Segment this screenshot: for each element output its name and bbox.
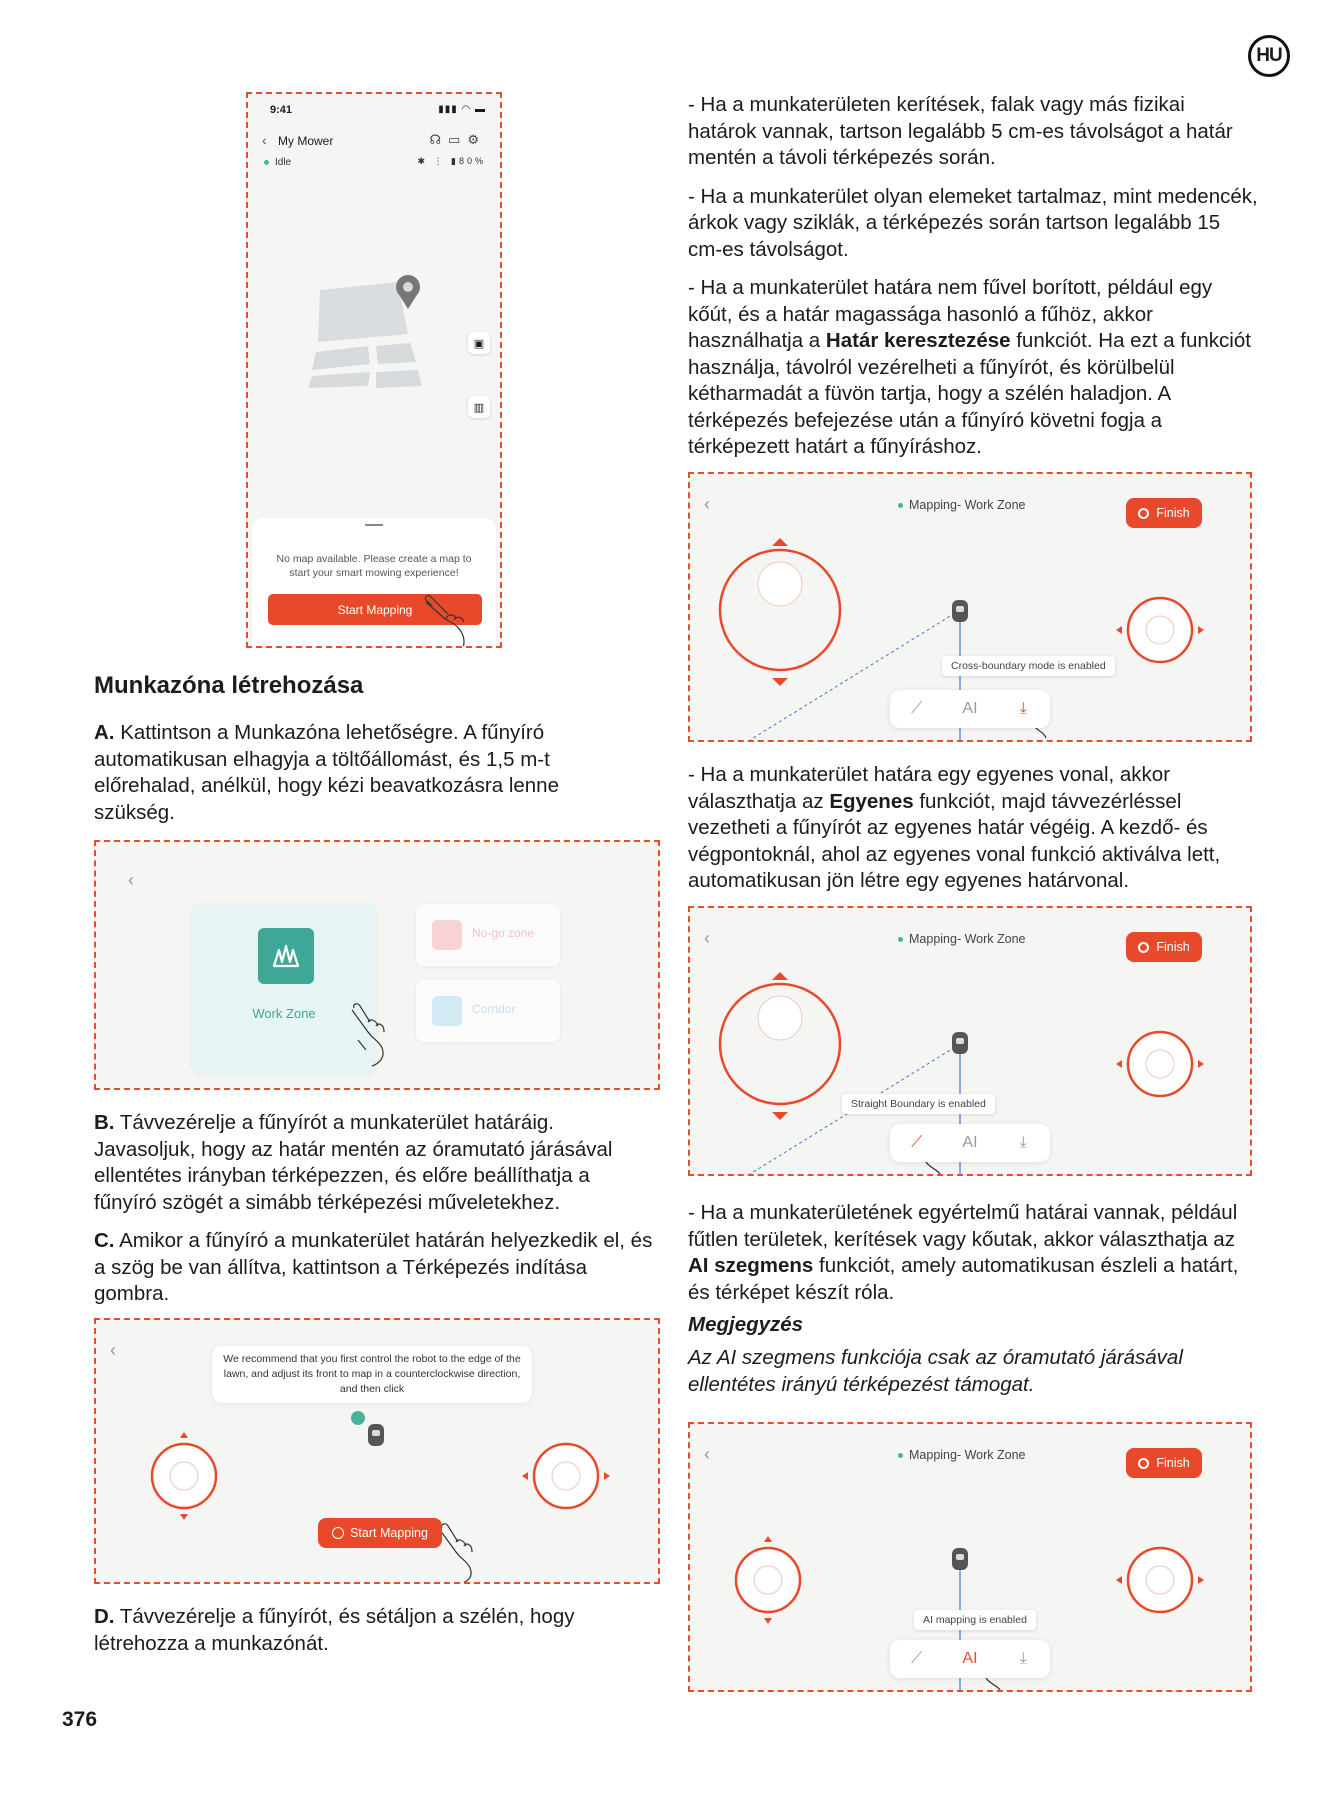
back-icon[interactable]: ‹ bbox=[262, 132, 267, 148]
mapping-screenshot-cross-boundary bbox=[688, 472, 1252, 742]
back-icon[interactable]: ‹ bbox=[128, 870, 134, 890]
cross-boundary-tooltip: Cross-boundary mode is enabled bbox=[942, 656, 1115, 676]
note-body: Az AI szegmens funkciója csak az óramutató járásával ellentétes irányú térképezést támogat. bbox=[688, 1346, 1183, 1396]
step-d-letter: D. bbox=[94, 1605, 115, 1628]
paragraph-pools: - Ha a munkaterület olyan elemeket tartalmaz, mint medencék, árkok vagy sziklák, a térképezés során tartson legalább 15 cm-es távolságot. bbox=[688, 184, 1258, 261]
language-badge: HU bbox=[1248, 35, 1290, 77]
work-zone-label: Work Zone bbox=[252, 1006, 316, 1021]
robot-icon[interactable]: ▣ bbox=[468, 332, 490, 354]
cross-boundary-icon[interactable]: ⤓ bbox=[1019, 1134, 1027, 1151]
page-number: 376 bbox=[62, 1708, 98, 1731]
mapping-screenshot-ai bbox=[688, 1422, 1252, 1692]
ai-segment-button[interactable]: AI bbox=[962, 700, 978, 717]
mapping-toolbar bbox=[890, 690, 1050, 728]
paragraph-straight: - Ha a munkaterület határa egy egyenes vonal, akkor választhatja az Egyenes funkciót, majd távvezérléssel vezetheti a fűnyírót az egyenes határ végéig. A kezdő- és végpontoknál, ahol az egyenes vonal funkció aktiválva lett, automatikusan jön létre egy egyenes határvonal. bbox=[688, 763, 1221, 892]
empty-map-message: No map available. Please create a map to start your smart mowing experience! bbox=[276, 553, 472, 579]
step-a-text: Kattintson a Munkazóna lehetőségre. A fűnyíró automatikusan elhagyja a töltőállomást, és 1,5 m-t előrehalad, anélkül, hogy kézi beavatkozásra lenne szükség. bbox=[94, 721, 559, 824]
mapping-title: Mapping- Work Zone bbox=[898, 932, 1026, 946]
ai-segment-button[interactable]: AI bbox=[962, 1134, 978, 1151]
right-column-intro bbox=[688, 92, 1258, 473]
straight-boundary-tooltip: Straight Boundary is enabled bbox=[842, 1094, 995, 1114]
back-icon[interactable]: ‹ bbox=[110, 1340, 116, 1360]
mapping-screenshot-straight bbox=[688, 906, 1252, 1176]
mapping-toolbar bbox=[890, 1124, 1050, 1162]
start-mapping-label: Start Mapping bbox=[350, 1526, 428, 1540]
finish-button[interactable]: Finish bbox=[1126, 932, 1202, 962]
straight-line-icon[interactable]: ⟋ bbox=[911, 1134, 923, 1151]
start-mapping-screenshot bbox=[94, 1318, 660, 1584]
no-go-label: No-go zone bbox=[472, 926, 535, 940]
phone-screenshot bbox=[246, 92, 502, 648]
mapping-title: Mapping- Work Zone bbox=[898, 498, 1026, 512]
tap-hand-icon bbox=[248, 94, 500, 646]
paragraph-fences: - Ha a munkaterületen kerítések, falak vagy más fizikai határok vannak, tartson legalább 5 cm-es távolságot a határ mentén a távoli térképezés során. bbox=[688, 93, 1233, 169]
step-b bbox=[94, 1110, 654, 1228]
paragraph-cross-boundary: - Ha a munkaterület határa nem fűvel borított, például egy kőút, és a határ magassága hasonló a fűhöz, akkor használhatja a Határ keresztezése funkciót. Ha ezt a funkciót használja, távolról vezérelheti a fűnyírót, és körülbelül kétharmadát a füvön tartja, hogy a szélén haladjon. A térképezés befejezése után a fűnyíró követni fogja a térképezett határt a fűnyíráshoz. bbox=[688, 276, 1251, 458]
tap-hand-icon bbox=[96, 842, 658, 1088]
map-icon[interactable]: ▥ bbox=[468, 396, 490, 418]
ai-mapping-tooltip: AI mapping is enabled bbox=[914, 1610, 1036, 1630]
mapping-toolbar bbox=[890, 1640, 1050, 1678]
start-mapping-button[interactable] bbox=[318, 1518, 442, 1548]
mower-status-text: Idle bbox=[275, 157, 292, 168]
step-b-text: Távvezérelje a fűnyírót a munkaterület határáig. Javasoljuk, hogy az határ mentén az óramutató járásával ellentétes irányban térképezzen, és előre beállíthatja a fűnyíró szögét a simább térképezési műveletekhez. bbox=[94, 1111, 613, 1214]
phone-time: 9:41 bbox=[270, 104, 293, 116]
cross-boundary-icon[interactable]: ⤓ bbox=[1019, 1650, 1027, 1667]
step-d-text: Távvezérelje a fűnyírót, és sétáljon a szélén, hogy létrehozza a munkazónát. bbox=[94, 1605, 575, 1655]
step-a-letter: A. bbox=[94, 721, 115, 744]
back-icon[interactable]: ‹ bbox=[704, 928, 710, 948]
play-icon bbox=[332, 1527, 344, 1539]
step-c bbox=[94, 1228, 664, 1308]
zone-select-screenshot bbox=[94, 840, 660, 1090]
step-d bbox=[94, 1604, 654, 1657]
corridor-label: Corridor bbox=[472, 1002, 516, 1016]
section-heading: Munkazóna létrehozása bbox=[94, 672, 364, 699]
note-title: Megjegyzés bbox=[688, 1313, 804, 1336]
step-c-letter: C. bbox=[94, 1229, 115, 1252]
back-icon[interactable]: ‹ bbox=[704, 1444, 710, 1464]
recommend-message: We recommend that you first control the robot to the edge of the lawn, and adjust its front to map in a counterclockwise direction, and then click bbox=[212, 1346, 532, 1403]
cross-boundary-icon[interactable]: ⤓ bbox=[1019, 700, 1027, 717]
step-c-text: Amikor a fűnyíró a munkaterület határán helyezkedik el, és a szög be van állítva, kattintson a Térképezés indítása gombra. bbox=[94, 1229, 653, 1305]
straight-line-icon[interactable]: ⟋ bbox=[911, 700, 923, 717]
paragraph-ai-segment: - Ha a munkaterületének egyértelmű határai vannak, például fűtlen területek, kerítések vagy kőutak, akkor választhatja az AI szegmens funkciót, amely automatikusan észleli a határt, és térképet készít róla. bbox=[688, 1201, 1239, 1304]
connectivity-icons: ✱ ⋮ ▮80% bbox=[417, 156, 486, 166]
phone-title: My Mower bbox=[278, 134, 334, 148]
ai-segment-button[interactable]: AI bbox=[962, 1650, 978, 1667]
finish-button[interactable]: Finish bbox=[1126, 1448, 1202, 1478]
straight-line-icon[interactable]: ⟋ bbox=[911, 1650, 923, 1667]
battery-level: 80% bbox=[458, 156, 486, 166]
step-a bbox=[94, 720, 614, 826]
start-mapping-button[interactable]: Start Mapping bbox=[268, 594, 482, 625]
step-b-letter: B. bbox=[94, 1111, 115, 1134]
phone-status-icons: ▮▮▮ ◠ ▬ bbox=[438, 104, 486, 115]
back-icon[interactable]: ‹ bbox=[704, 494, 710, 514]
mapping-title: Mapping- Work Zone bbox=[898, 1448, 1026, 1462]
headset-chat-settings-icons[interactable]: ☊▭⚙ bbox=[429, 132, 486, 147]
finish-button[interactable]: Finish bbox=[1126, 498, 1202, 528]
